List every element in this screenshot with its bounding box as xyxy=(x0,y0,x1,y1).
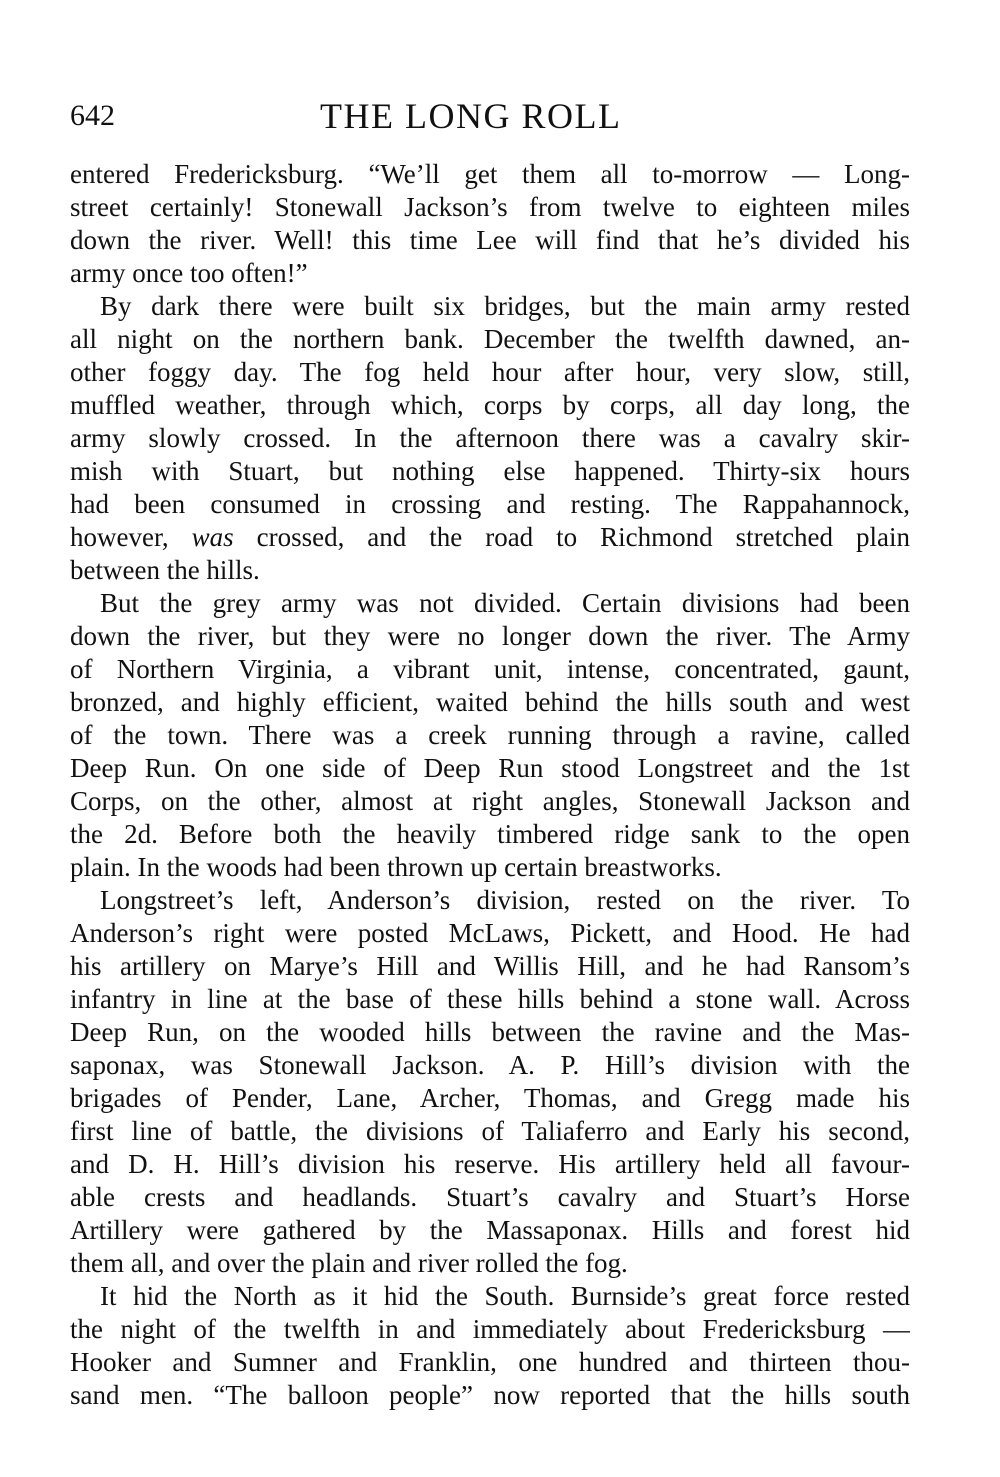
italic-emphasis: was xyxy=(191,522,234,552)
text-line: army once too often!” xyxy=(70,258,308,288)
text-line: first line of battle, the divisions of Taliaferro and Early his second, xyxy=(70,1116,910,1146)
page-number: 642 xyxy=(70,99,115,132)
text-segment: crossed, and the road to Richmond stretched plain xyxy=(256,522,910,552)
text-line: down the river. Well! this time Lee will find that he’s divided his xyxy=(70,225,910,255)
text-line: all night on the northern bank. December the twelfth dawned, an- xyxy=(70,324,910,354)
body-text xyxy=(70,158,910,1412)
book-title: THE LONG ROLL xyxy=(320,96,622,136)
text-line: street certainly! Stonewall Jackson’s from twelve to eighteen miles xyxy=(70,192,910,222)
text-line: Deep Run. On one side of Deep Run stood Longstreet and the 1st xyxy=(70,753,910,783)
text-line: By dark there were built six bridges, but the main army rested xyxy=(100,291,910,321)
text-line: It hid the North as it hid the South. Burnside’s great force rested xyxy=(100,1281,910,1311)
text-line: brigades of Pender, Lane, Archer, Thomas, and Gregg made his xyxy=(70,1083,910,1113)
text-line: Hooker and Sumner and Franklin, one hundred and thirteen thou- xyxy=(70,1347,910,1377)
text-line: the 2d. Before both the heavily timbered ridge sank to the open xyxy=(70,819,910,849)
text-line: had been consumed in crossing and resting. The Rappahannock, xyxy=(70,489,910,519)
text-line: of Northern Virginia, a vibrant unit, intense, concentrated, gaunt, xyxy=(70,654,910,684)
text-line: sand men. “The balloon people” now reported that the hills south xyxy=(70,1380,910,1410)
text-line: his artillery on Marye’s Hill and Willis Hill, and he had Ransom’s xyxy=(70,951,910,981)
text-line: down the river, but they were no longer down the river. The Army xyxy=(70,621,910,651)
text-line: Artillery were gathered by the Massaponax. Hills and forest hid xyxy=(70,1215,910,1245)
text-line: Longstreet’s left, Anderson’s division, rested on the river. To xyxy=(100,885,910,915)
text-line: able crests and headlands. Stuart’s cavalry and Stuart’s Horse xyxy=(70,1182,910,1212)
text-line: between the hills. xyxy=(70,555,260,585)
text-line: plain. In the woods had been thrown up certain breastworks. xyxy=(70,852,722,882)
text-line: Anderson’s right were posted McLaws, Pickett, and Hood. He had xyxy=(70,918,910,948)
text-line: But the grey army was not divided. Certain divisions had been xyxy=(100,588,910,618)
text-line: Corps, on the other, almost at right angles, Stonewall Jackson and xyxy=(70,786,910,816)
text-line-with-italic xyxy=(70,521,910,554)
running-head xyxy=(70,96,910,144)
text-line: them all, and over the plain and river rolled the fog. xyxy=(70,1248,628,1278)
text-line: of the town. There was a creek running through a ravine, called xyxy=(70,720,910,750)
text-line: the night of the twelfth in and immediately about Fredericksburg — xyxy=(70,1314,910,1344)
text-line: entered Fredericksburg. “We’ll get them all to-morrow — Long- xyxy=(70,159,910,189)
text-segment: however, xyxy=(70,522,169,552)
text-line: and D. H. Hill’s division his reserve. His artillery held all favour- xyxy=(70,1149,910,1179)
text-line: mish with Stuart, but nothing else happened. Thirty-six hours xyxy=(70,456,910,486)
text-line: bronzed, and highly efficient, waited behind the hills south and west xyxy=(70,687,910,717)
text-line: army slowly crossed. In the afternoon there was a cavalry skir- xyxy=(70,423,910,453)
text-line: Deep Run, on the wooded hills between the ravine and the Mas- xyxy=(70,1017,910,1047)
text-line: saponax, was Stonewall Jackson. A. P. Hill’s division with the xyxy=(70,1050,910,1080)
text-line: muffled weather, through which, corps by corps, all day long, the xyxy=(70,390,910,420)
text-line: infantry in line at the base of these hills behind a stone wall. Across xyxy=(70,984,910,1014)
text-line: other foggy day. The fog held hour after hour, very slow, still, xyxy=(70,357,910,387)
